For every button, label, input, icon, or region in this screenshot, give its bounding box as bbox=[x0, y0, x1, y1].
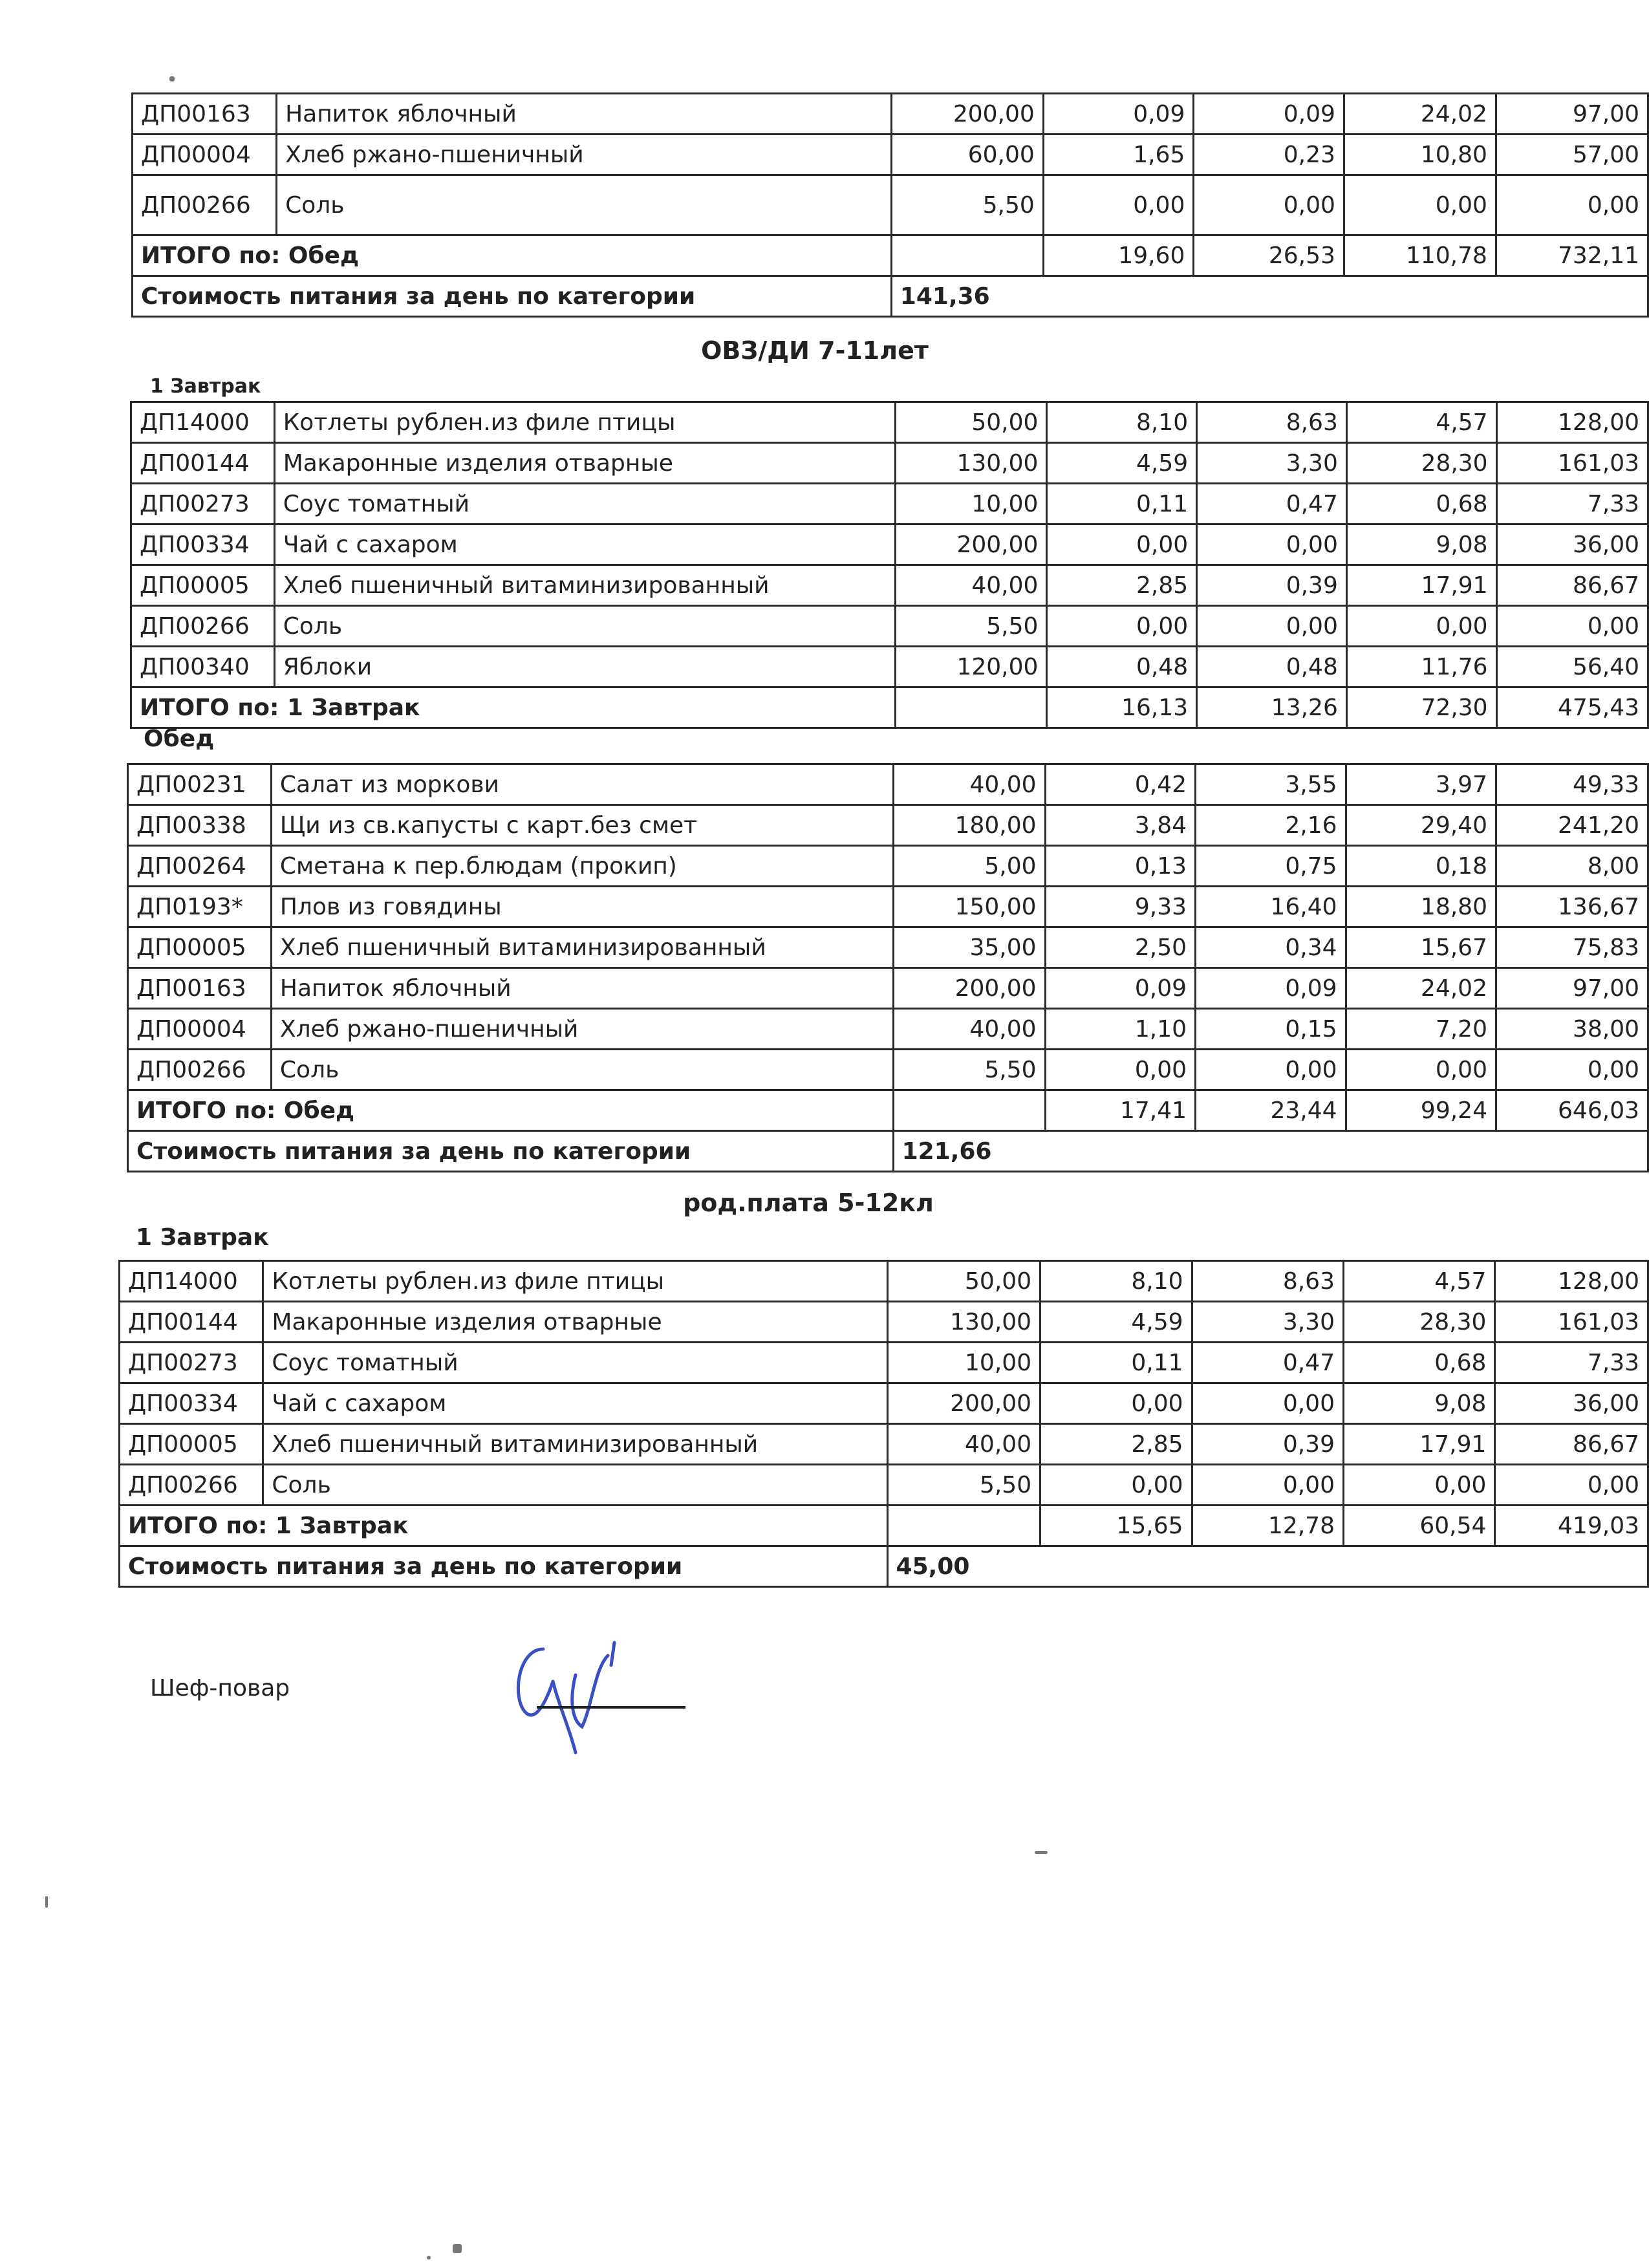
dish-weight: 40,00 bbox=[893, 764, 1045, 805]
dish-name: Напиток яблочный bbox=[271, 968, 893, 1009]
dish-protein: 8,10 bbox=[1047, 402, 1197, 443]
section-1 bbox=[131, 92, 1649, 318]
dish-fat: 3,30 bbox=[1192, 1302, 1343, 1343]
table-row bbox=[128, 968, 1648, 1009]
dish-protein: 0,09 bbox=[1043, 94, 1194, 135]
dish-fat: 0,39 bbox=[1197, 565, 1347, 606]
dish-code: ДП00005 bbox=[120, 1424, 263, 1465]
dish-code: ДП14000 bbox=[131, 402, 275, 443]
dish-energy: 0,00 bbox=[1496, 606, 1648, 647]
dish-energy: 86,67 bbox=[1495, 1424, 1648, 1465]
cost-row bbox=[120, 1546, 1648, 1587]
dish-carbs: 0,00 bbox=[1344, 175, 1496, 235]
dish-protein: 4,59 bbox=[1047, 443, 1197, 484]
dish-protein: 0,13 bbox=[1045, 846, 1195, 887]
total-energy: 732,11 bbox=[1496, 235, 1648, 276]
dish-protein: 1,10 bbox=[1045, 1009, 1195, 1050]
dish-carbs: 11,76 bbox=[1346, 647, 1496, 687]
dish-protein: 0,00 bbox=[1043, 175, 1194, 235]
dish-weight: 60,00 bbox=[891, 135, 1043, 175]
dish-name: Соус томатный bbox=[274, 484, 895, 524]
dish-fat: 0,00 bbox=[1197, 524, 1347, 565]
dish-carbs: 17,91 bbox=[1346, 565, 1496, 606]
dish-code: ДП00005 bbox=[128, 927, 272, 968]
dish-fat: 0,09 bbox=[1196, 968, 1346, 1009]
total-weight bbox=[887, 1506, 1040, 1546]
dish-weight: 5,50 bbox=[896, 606, 1047, 647]
cost-label: Стоимость питания за день по категории bbox=[120, 1546, 888, 1587]
dish-name: Щи из св.капусты с карт.без смет bbox=[271, 805, 893, 846]
dish-weight: 200,00 bbox=[891, 94, 1043, 135]
dish-name: Хлеб ржано-пшеничный bbox=[277, 135, 892, 175]
dish-energy: 49,33 bbox=[1496, 764, 1648, 805]
dish-code: ДП00334 bbox=[131, 524, 275, 565]
dish-carbs: 0,00 bbox=[1346, 606, 1496, 647]
table-row bbox=[131, 565, 1648, 606]
menu-table-breakfast bbox=[130, 401, 1649, 729]
cost-row bbox=[128, 1131, 1648, 1172]
dish-energy: 128,00 bbox=[1495, 1261, 1648, 1302]
dish-protein: 2,85 bbox=[1040, 1424, 1192, 1465]
table-row bbox=[120, 1424, 1648, 1465]
total-label: ИТОГО по: Обед bbox=[128, 1090, 894, 1131]
dish-protein: 0,42 bbox=[1045, 764, 1195, 805]
cost-label: Стоимость питания за день по категории bbox=[128, 1131, 894, 1172]
dish-fat: 0,48 bbox=[1197, 647, 1347, 687]
dish-carbs: 0,68 bbox=[1343, 1343, 1494, 1383]
dish-name: Соль bbox=[263, 1465, 887, 1506]
dish-energy: 0,00 bbox=[1496, 1050, 1648, 1090]
scan-speck bbox=[169, 76, 175, 81]
dish-name: Соль bbox=[277, 175, 892, 235]
dish-code: ДП00004 bbox=[133, 135, 277, 175]
total-carbs: 99,24 bbox=[1346, 1090, 1496, 1131]
dish-name: Напиток яблочный bbox=[277, 94, 892, 135]
scan-speck bbox=[1035, 1851, 1048, 1854]
dish-energy: 0,00 bbox=[1496, 175, 1648, 235]
dish-code: ДП00264 bbox=[128, 846, 272, 887]
dish-weight: 40,00 bbox=[896, 565, 1047, 606]
scan-speck bbox=[453, 2244, 462, 2253]
dish-protein: 0,00 bbox=[1047, 606, 1197, 647]
table-row bbox=[131, 647, 1648, 687]
dish-protein: 0,00 bbox=[1040, 1383, 1192, 1424]
table-row bbox=[128, 927, 1648, 968]
dish-weight: 50,00 bbox=[896, 402, 1047, 443]
dish-weight: 200,00 bbox=[893, 968, 1045, 1009]
dish-weight: 5,00 bbox=[893, 846, 1045, 887]
dish-code: ДП00273 bbox=[120, 1343, 263, 1383]
total-weight bbox=[891, 235, 1043, 276]
total-carbs: 60,54 bbox=[1343, 1506, 1494, 1546]
dish-fat: 8,63 bbox=[1197, 402, 1347, 443]
chef-label: Шеф-повар bbox=[150, 1675, 290, 1701]
dish-protein: 8,10 bbox=[1040, 1261, 1192, 1302]
dish-name: Хлеб пшеничный витаминизированный bbox=[263, 1424, 887, 1465]
dish-fat: 0,15 bbox=[1196, 1009, 1346, 1050]
dish-carbs: 9,08 bbox=[1343, 1383, 1494, 1424]
total-fat: 26,53 bbox=[1194, 235, 1344, 276]
table-row bbox=[120, 1383, 1648, 1424]
dish-carbs: 29,40 bbox=[1346, 805, 1496, 846]
dish-protein: 0,00 bbox=[1040, 1465, 1192, 1506]
cost-row bbox=[133, 276, 1648, 317]
dish-code: ДП00334 bbox=[120, 1383, 263, 1424]
dish-code: ДП00144 bbox=[131, 443, 275, 484]
total-label: ИТОГО по: 1 Завтрак bbox=[131, 687, 896, 728]
dish-carbs: 0,00 bbox=[1346, 1050, 1496, 1090]
dish-carbs: 0,18 bbox=[1346, 846, 1496, 887]
dish-name: Плов из говядины bbox=[271, 887, 893, 927]
dish-name: Котлеты рублен.из филе птицы bbox=[274, 402, 895, 443]
dish-energy: 86,67 bbox=[1496, 565, 1648, 606]
dish-carbs: 24,02 bbox=[1346, 968, 1496, 1009]
total-energy: 646,03 bbox=[1496, 1090, 1648, 1131]
table-row bbox=[128, 887, 1648, 927]
dish-code: ДП00273 bbox=[131, 484, 275, 524]
table-row bbox=[133, 135, 1648, 175]
total-row bbox=[133, 235, 1648, 276]
total-weight bbox=[896, 687, 1047, 728]
dish-energy: 36,00 bbox=[1496, 524, 1648, 565]
dish-protein: 0,00 bbox=[1047, 524, 1197, 565]
cost-value: 45,00 bbox=[887, 1546, 1648, 1587]
total-protein: 15,65 bbox=[1040, 1506, 1192, 1546]
dish-energy: 97,00 bbox=[1496, 968, 1648, 1009]
dish-carbs: 4,57 bbox=[1346, 402, 1496, 443]
dish-weight: 5,50 bbox=[891, 175, 1043, 235]
dish-energy: 161,03 bbox=[1496, 443, 1648, 484]
dish-fat: 0,23 bbox=[1194, 135, 1344, 175]
dish-weight: 40,00 bbox=[893, 1009, 1045, 1050]
dish-carbs: 0,68 bbox=[1346, 484, 1496, 524]
section-2-breakfast bbox=[130, 401, 1649, 729]
dish-weight: 50,00 bbox=[887, 1261, 1040, 1302]
dish-name: Хлеб ржано-пшеничный bbox=[271, 1009, 893, 1050]
dish-weight: 200,00 bbox=[887, 1383, 1040, 1424]
menu-table-lunch bbox=[131, 92, 1649, 318]
dish-energy: 75,83 bbox=[1496, 927, 1648, 968]
dish-carbs: 9,08 bbox=[1346, 524, 1496, 565]
table-row bbox=[128, 764, 1648, 805]
table-row bbox=[133, 94, 1648, 135]
dish-code: ДП00266 bbox=[131, 606, 275, 647]
dish-name: Макаронные изделия отварные bbox=[263, 1302, 887, 1343]
dish-code: ДП00340 bbox=[131, 647, 275, 687]
dish-protein: 1,65 bbox=[1043, 135, 1194, 175]
dish-protein: 9,33 bbox=[1045, 887, 1195, 927]
dish-energy: 161,03 bbox=[1495, 1302, 1648, 1343]
category-title: ОВЗ/ДИ 7-11лет bbox=[701, 336, 929, 365]
scan-speck bbox=[45, 1896, 48, 1908]
dish-protein: 0,11 bbox=[1047, 484, 1197, 524]
table-row bbox=[128, 1050, 1648, 1090]
dish-code: ДП00163 bbox=[128, 968, 272, 1009]
dish-weight: 200,00 bbox=[896, 524, 1047, 565]
cost-label: Стоимость питания за день по категории bbox=[133, 276, 892, 317]
dish-protein: 0,11 bbox=[1040, 1343, 1192, 1383]
menu-table-lunch bbox=[127, 763, 1649, 1172]
dish-fat: 0,39 bbox=[1192, 1424, 1343, 1465]
dish-code: ДП00266 bbox=[133, 175, 277, 235]
table-row bbox=[133, 175, 1648, 235]
table-row bbox=[131, 606, 1648, 647]
dish-weight: 130,00 bbox=[887, 1302, 1040, 1343]
dish-protein: 2,85 bbox=[1047, 565, 1197, 606]
table-row bbox=[131, 402, 1648, 443]
dish-energy: 36,00 bbox=[1495, 1383, 1648, 1424]
total-label: ИТОГО по: 1 Завтрак bbox=[120, 1506, 888, 1546]
dish-name: Сметана к пер.блюдам (прокип) bbox=[271, 846, 893, 887]
dish-fat: 8,63 bbox=[1192, 1261, 1343, 1302]
total-fat: 12,78 bbox=[1192, 1506, 1343, 1546]
meal-title: 1 Завтрак bbox=[150, 375, 261, 398]
meal-title: Обед bbox=[144, 726, 215, 752]
dish-fat: 0,47 bbox=[1192, 1343, 1343, 1383]
total-protein: 17,41 bbox=[1045, 1090, 1195, 1131]
dish-fat: 0,00 bbox=[1197, 606, 1347, 647]
dish-carbs: 3,97 bbox=[1346, 764, 1496, 805]
dish-fat: 0,00 bbox=[1194, 175, 1344, 235]
dish-fat: 2,16 bbox=[1196, 805, 1346, 846]
total-fat: 23,44 bbox=[1196, 1090, 1346, 1131]
dish-protein: 2,50 bbox=[1045, 927, 1195, 968]
dish-fat: 0,00 bbox=[1192, 1383, 1343, 1424]
table-row bbox=[120, 1465, 1648, 1506]
dish-protein: 0,09 bbox=[1045, 968, 1195, 1009]
dish-fat: 16,40 bbox=[1196, 887, 1346, 927]
dish-weight: 150,00 bbox=[893, 887, 1045, 927]
dish-carbs: 18,80 bbox=[1346, 887, 1496, 927]
dish-weight: 40,00 bbox=[887, 1424, 1040, 1465]
cost-value: 141,36 bbox=[891, 276, 1648, 317]
total-row bbox=[131, 687, 1648, 728]
dish-carbs: 28,30 bbox=[1346, 443, 1496, 484]
dish-fat: 0,00 bbox=[1196, 1050, 1346, 1090]
dish-weight: 5,50 bbox=[887, 1465, 1040, 1506]
dish-energy: 56,40 bbox=[1496, 647, 1648, 687]
dish-carbs: 4,57 bbox=[1343, 1261, 1494, 1302]
dish-energy: 97,00 bbox=[1496, 94, 1648, 135]
total-carbs: 110,78 bbox=[1344, 235, 1496, 276]
signature-mark bbox=[498, 1630, 705, 1759]
dish-fat: 0,75 bbox=[1196, 846, 1346, 887]
dish-fat: 0,47 bbox=[1197, 484, 1347, 524]
dish-weight: 10,00 bbox=[887, 1343, 1040, 1383]
dish-code: ДП00005 bbox=[131, 565, 275, 606]
dish-fat: 0,34 bbox=[1196, 927, 1346, 968]
dish-name: Хлеб пшеничный витаминизированный bbox=[274, 565, 895, 606]
dish-code: ДП00231 bbox=[128, 764, 272, 805]
total-energy: 419,03 bbox=[1495, 1506, 1648, 1546]
dish-carbs: 24,02 bbox=[1344, 94, 1496, 135]
total-protein: 16,13 bbox=[1047, 687, 1197, 728]
table-row bbox=[120, 1343, 1648, 1383]
dish-carbs: 0,00 bbox=[1343, 1465, 1494, 1506]
dish-protein: 3,84 bbox=[1045, 805, 1195, 846]
dish-energy: 57,00 bbox=[1496, 135, 1648, 175]
dish-protein: 0,48 bbox=[1047, 647, 1197, 687]
total-carbs: 72,30 bbox=[1346, 687, 1496, 728]
table-row bbox=[128, 805, 1648, 846]
table-row bbox=[131, 484, 1648, 524]
table-row bbox=[131, 443, 1648, 484]
total-weight bbox=[893, 1090, 1045, 1131]
dish-fat: 3,30 bbox=[1197, 443, 1347, 484]
dish-name: Чай с сахаром bbox=[263, 1383, 887, 1424]
total-protein: 19,60 bbox=[1043, 235, 1194, 276]
section-2-lunch bbox=[127, 763, 1649, 1172]
dish-code: ДП00163 bbox=[133, 94, 277, 135]
table-row bbox=[128, 1009, 1648, 1050]
dish-code: ДП14000 bbox=[120, 1261, 263, 1302]
dish-protein: 0,00 bbox=[1045, 1050, 1195, 1090]
table-row bbox=[120, 1302, 1648, 1343]
dish-name: Соль bbox=[274, 606, 895, 647]
dish-energy: 7,33 bbox=[1496, 484, 1648, 524]
dish-carbs: 17,91 bbox=[1343, 1424, 1494, 1465]
dish-carbs: 15,67 bbox=[1346, 927, 1496, 968]
dish-name: Яблоки bbox=[274, 647, 895, 687]
scan-speck bbox=[427, 2256, 431, 2260]
total-row bbox=[120, 1506, 1648, 1546]
dish-energy: 7,33 bbox=[1495, 1343, 1648, 1383]
total-fat: 13,26 bbox=[1197, 687, 1347, 728]
dish-energy: 8,00 bbox=[1496, 846, 1648, 887]
dish-energy: 38,00 bbox=[1496, 1009, 1648, 1050]
dish-carbs: 10,80 bbox=[1344, 135, 1496, 175]
dish-code: ДП0193* bbox=[128, 887, 272, 927]
dish-code: ДП00338 bbox=[128, 805, 272, 846]
dish-fat: 3,55 bbox=[1196, 764, 1346, 805]
dish-carbs: 7,20 bbox=[1346, 1009, 1496, 1050]
dish-weight: 10,00 bbox=[896, 484, 1047, 524]
table-row bbox=[120, 1261, 1648, 1302]
table-row bbox=[131, 524, 1648, 565]
dish-energy: 128,00 bbox=[1496, 402, 1648, 443]
dish-fat: 0,09 bbox=[1194, 94, 1344, 135]
dish-code: ДП00004 bbox=[128, 1009, 272, 1050]
dish-weight: 35,00 bbox=[893, 927, 1045, 968]
dish-name: Хлеб пшеничный витаминизированный bbox=[271, 927, 893, 968]
meal-title: 1 Завтрак bbox=[136, 1224, 269, 1251]
dish-energy: 241,20 bbox=[1496, 805, 1648, 846]
dish-name: Макаронные изделия отварные bbox=[274, 443, 895, 484]
cost-value: 121,66 bbox=[893, 1131, 1648, 1172]
dish-protein: 4,59 bbox=[1040, 1302, 1192, 1343]
dish-weight: 180,00 bbox=[893, 805, 1045, 846]
menu-table-breakfast bbox=[118, 1260, 1649, 1588]
dish-name: Соль bbox=[271, 1050, 893, 1090]
dish-code: ДП00144 bbox=[120, 1302, 263, 1343]
total-label: ИТОГО по: Обед bbox=[133, 235, 892, 276]
table-row bbox=[128, 846, 1648, 887]
dish-weight: 5,50 bbox=[893, 1050, 1045, 1090]
dish-name: Чай с сахаром bbox=[274, 524, 895, 565]
dish-name: Салат из моркови bbox=[271, 764, 893, 805]
total-energy: 475,43 bbox=[1496, 687, 1648, 728]
dish-energy: 136,67 bbox=[1496, 887, 1648, 927]
dish-energy: 0,00 bbox=[1495, 1465, 1648, 1506]
dish-fat: 0,00 bbox=[1192, 1465, 1343, 1506]
dish-code: ДП00266 bbox=[128, 1050, 272, 1090]
dish-code: ДП00266 bbox=[120, 1465, 263, 1506]
dish-name: Соус томатный bbox=[263, 1343, 887, 1383]
dish-weight: 130,00 bbox=[896, 443, 1047, 484]
dish-carbs: 28,30 bbox=[1343, 1302, 1494, 1343]
dish-name: Котлеты рублен.из филе птицы bbox=[263, 1261, 887, 1302]
category-title: род.плата 5-12кл bbox=[683, 1189, 934, 1217]
section-3-breakfast bbox=[118, 1260, 1649, 1588]
dish-weight: 120,00 bbox=[896, 647, 1047, 687]
total-row bbox=[128, 1090, 1648, 1131]
